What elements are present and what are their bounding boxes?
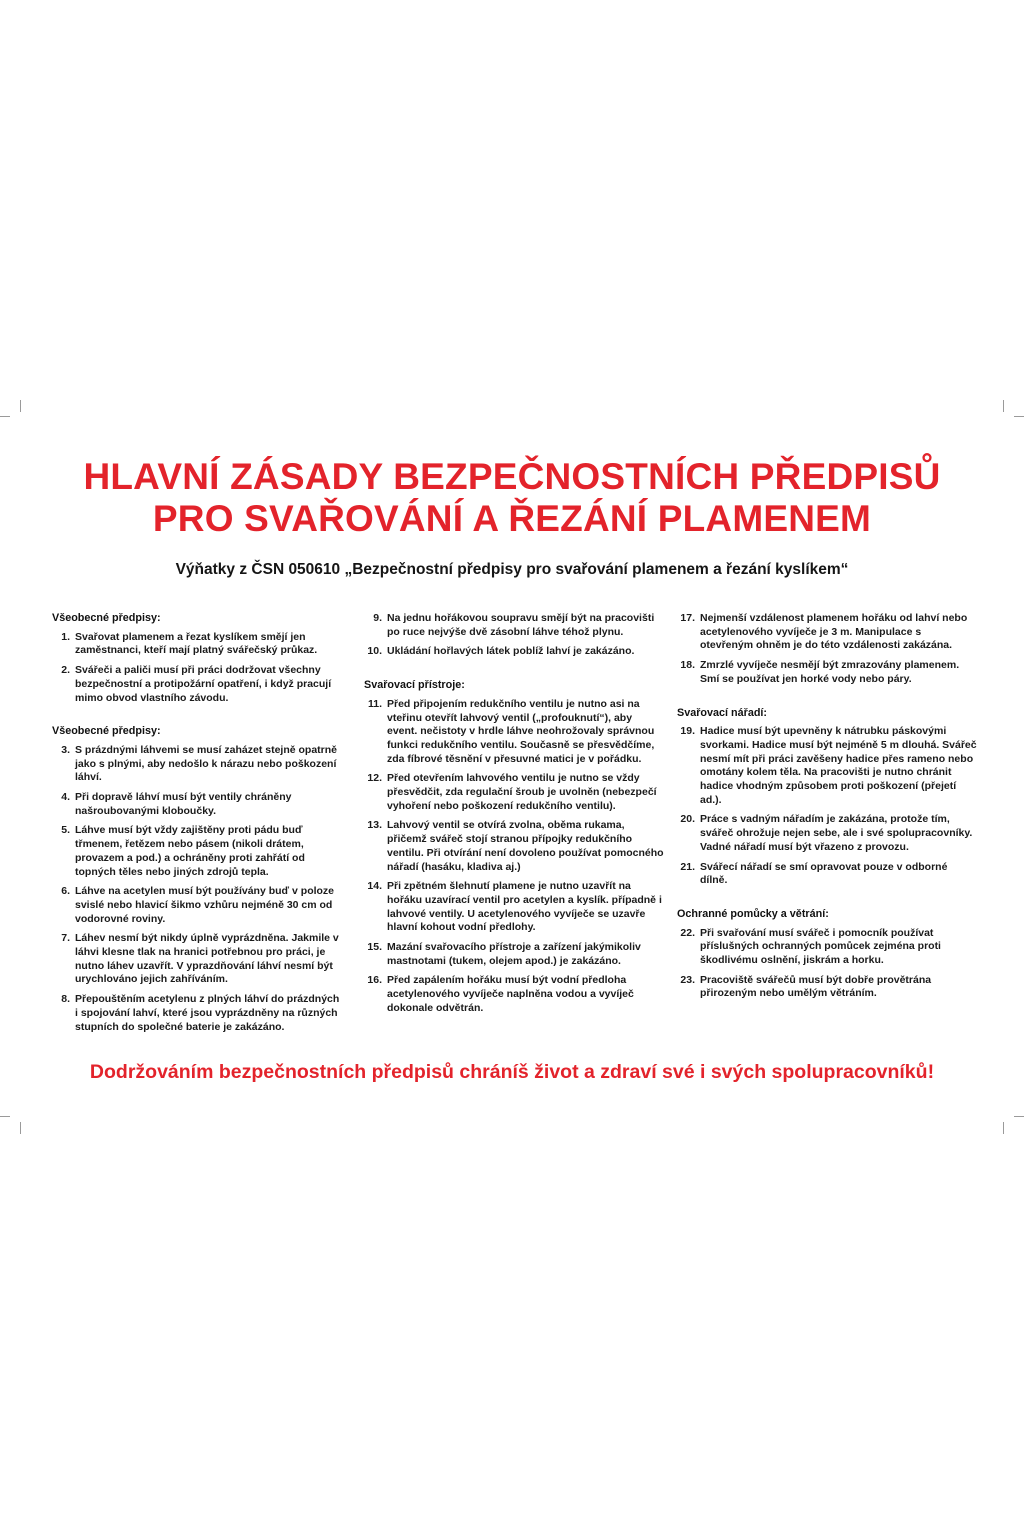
rule-number: 17. (680, 612, 695, 624)
section (677, 908, 977, 1001)
rule-item (364, 612, 664, 639)
rule-item (677, 927, 977, 968)
section-heading: Všeobecné předpisy: (52, 612, 161, 624)
column-2 (364, 612, 664, 1036)
rule-text: Lahvový ventil se otvírá zvolna, oběma rukama, přičemž svářeč stojí stranou přípojky redukčního ventilu. Při otvírání není dovoleno používat pomocného nářadí (hasáku, kladiva aj.) (387, 819, 664, 873)
rule-text: Před otevřením lahvového ventilu je nutno se vždy přesvědčit, zda regulační šroub je uvolněn (nebezpečí vyhoření nebo poškození redukčního ventilu). (387, 772, 657, 812)
crop-mark (0, 416, 10, 417)
section-heading: Svařovací nářadí: (677, 706, 768, 719)
rule-text: Láhve na acetylen musí být používány buď v poloze svislé nebo hlavicí šikmo vzhůru nejméně 30 cm od vodorovné roviny. (75, 885, 335, 925)
rule-text: Zmrzlé vyvíječe nesmějí být zmrazovány plamenem. Smí se používat jen horké vody nebo páry. (700, 659, 960, 685)
rule-text: Při zpětném šlehnutí plamene je nutno uzavřít na hořáku uzavírací ventil pro acetylen a kyslík. případně i lahvové ventily. U acetylenového vyvíječe se uzavře hlavní kohout vodní předlohy. (387, 880, 662, 934)
rule-item (364, 772, 664, 813)
rule-number: 3. (61, 743, 70, 756)
rule-text: Svářeči a paliči musí při práci dodržovat všechny bezpečnostní a protipožární opatření, i když pracují mimo obvod vlastního závodu. (75, 664, 332, 704)
section-heading: Ochranné pomůcky a větrání: (677, 907, 829, 920)
crop-mark (1003, 1122, 1004, 1134)
column-1 (52, 612, 344, 1054)
section (677, 707, 977, 888)
rule-item (52, 824, 344, 879)
rule-item (364, 698, 664, 767)
rule-number: 14. (367, 880, 382, 893)
rule-item (52, 932, 344, 987)
rule-text: Láhve musí být vždy zajištěny proti pádu buď třmenem, řetězem nebo pásem (nikoli drátem, provazem a pod.) a ochráněny proti zahřátí od topných těles nebo jiných zdrojů tepla. (75, 824, 305, 878)
section (364, 679, 664, 1015)
title-line-1: HLAVNÍ ZÁSADY BEZPEČNOSTNÍCH PŘEDPISŮ (83, 456, 941, 497)
column-3 (677, 612, 977, 1021)
title-line-2: PRO SVAŘOVÁNÍ A ŘEZÁNÍ PLAMENEM (152, 498, 872, 539)
rule-number: 18. (680, 659, 695, 672)
rule-text: Při svařování musí svářeč i pomocník používat příslušných ochranných pomůcek zejména proti škodlivému oslnění, jiskrám a horku. (700, 926, 941, 967)
rule-number: 21. (680, 860, 695, 873)
section-heading: Všeobecné předpisy: (52, 725, 161, 738)
rule-number: 23. (680, 973, 695, 986)
crop-mark (20, 400, 21, 412)
rule-number: 12. (367, 772, 382, 785)
rule-item (677, 813, 977, 854)
rule-text: Svařovat plamenem a řezat kyslíkem smějí jen zaměstnanci, kteří mají platný svářečský průkaz. (75, 630, 318, 657)
page-title (0, 456, 1024, 540)
rule-text: Láhev nesmí být nikdy úplně vyprázdněna. Jakmile v láhvi klesne tlak na hranici potřebnou pro práci, je nutno láhev uzavřít. V yprazdňování láhví nesmí být urychlováno jejich zahříváním. (75, 932, 339, 986)
rule-text: Ukládání hořlavých látek poblíž lahví je zakázáno. (387, 645, 635, 658)
rule-item (364, 819, 664, 874)
rule-text: Při dopravě láhví musí být ventily chráněny našroubovanými kloboučky. (75, 791, 292, 817)
rule-number: 5. (61, 824, 70, 837)
crop-mark (1003, 400, 1004, 412)
crop-mark (1014, 1116, 1024, 1117)
rule-number: 15. (367, 941, 382, 954)
section-heading: Svařovací přístroje: (364, 679, 465, 692)
rule-item (52, 885, 344, 926)
rule-text: Pracoviště svářečů musí být dobře provětrána přirozeným nebo umělým větráním. (700, 973, 932, 1000)
rule-number: 19. (680, 725, 695, 738)
rule-item (52, 744, 344, 785)
rule-text: Na jednu hořákovou soupravu smějí být na pracovišti po ruce nejvýše dvě zásobní láhve téhož plynu. (387, 612, 655, 638)
rule-item (677, 974, 977, 1001)
rule-text: Hadice musí být upevněny k nátrubku páskovými svorkami. Hadice musí být nejméně 5 m dlouhá. Svářeč nesmí mít při práci zavěšeny hadice přes rameno nebo omotány kolem těla. Na pracovišti je nutno chránit hadice vhodným způsobem proti poškození (přejetí ad.). (700, 725, 977, 806)
rule-number: 2. (61, 664, 70, 677)
rule-item (364, 645, 664, 659)
rule-text: S prázdnými láhvemi se musí zaházet stejně opatrně jako s plnými, aby nedošlo k nárazu nebo poškození láhví. (75, 743, 338, 784)
rule-item (364, 880, 664, 935)
rule-number: 7. (61, 932, 70, 945)
rule-item (677, 612, 977, 653)
footer-slogan: Dodržováním bezpečnostních předpisů chráníš život a zdraví své i svých spolupracovníků! (89, 1061, 935, 1083)
rule-item (364, 941, 664, 968)
rule-item (677, 725, 977, 807)
rule-number: 20. (680, 813, 695, 826)
rule-item (52, 664, 344, 705)
rule-item (677, 659, 977, 686)
rule-item (364, 974, 664, 1015)
rule-text: Přepouštěním acetylenu z plných láhví do prázdných i spojování lahví, které jsou vyprázdněny na různých stupních do společné baterie je zakázáno. (75, 993, 340, 1033)
rule-number: 8. (61, 993, 70, 1006)
rule-number: 22. (680, 926, 695, 939)
crop-mark (0, 1116, 10, 1117)
section (677, 612, 977, 687)
subtitle: Výňatky z ČSN 050610 „Bezpečnostní předpisy pro svařování plamenem a řezání kyslíkem“ (175, 561, 849, 578)
rule-number: 13. (367, 819, 382, 832)
rule-number: 1. (61, 630, 70, 643)
rule-text: Před připojením redukčního ventilu je nutno asi na vteřinu otevřít lahvový ventil („profouknutí“), aby event. nečistoty v hrdle láhve neohrožovaly správnou funkci redukčního ventilu. Současně se přesvědčíme, zda fíbrové těsnění v přesuvné matici je v pořádku. (387, 697, 655, 765)
rule-text: Mazání svařovacího přístroje a zařízení jakýmikoliv mastnotami (tukem, olejem apod.) je zakázáno. (387, 941, 641, 967)
rule-item (52, 791, 344, 818)
crop-mark (1014, 416, 1024, 417)
rule-item (52, 993, 344, 1034)
rule-number: 11. (367, 697, 382, 710)
crop-mark (20, 1122, 21, 1134)
rule-number: 10. (367, 645, 382, 658)
section (52, 612, 344, 705)
rule-number: 4. (61, 791, 70, 804)
rule-item (677, 861, 977, 888)
section (364, 612, 664, 659)
rule-item (52, 631, 344, 658)
rule-number: 9. (373, 612, 382, 624)
rule-text: Práce s vadným nářadím je zakázána, protože tím, svářeč ohrožuje nejen sebe, ale i své spolupracovníky. Vadné nářadí musí být vřazeno z provozu. (700, 813, 973, 853)
rule-text: Před zapálením hořáku musí být vodní předloha acetylenového vyvíječe naplněna vodou a vyvíječ dokonale odvětrán. (387, 974, 634, 1014)
rule-text: Svářecí nářadí se smí opravovat pouze v odborné dílně. (700, 860, 948, 887)
rule-number: 6. (61, 885, 70, 898)
section (52, 725, 344, 1034)
rule-number: 16. (367, 974, 382, 987)
rule-text: Nejmenší vzdálenost plamenem hořáku od lahví nebo acetylenového vyvíječe je 3 m. Manipulace s otevřeným ohněm je do této vzdálenosti zakázána. (700, 612, 968, 652)
